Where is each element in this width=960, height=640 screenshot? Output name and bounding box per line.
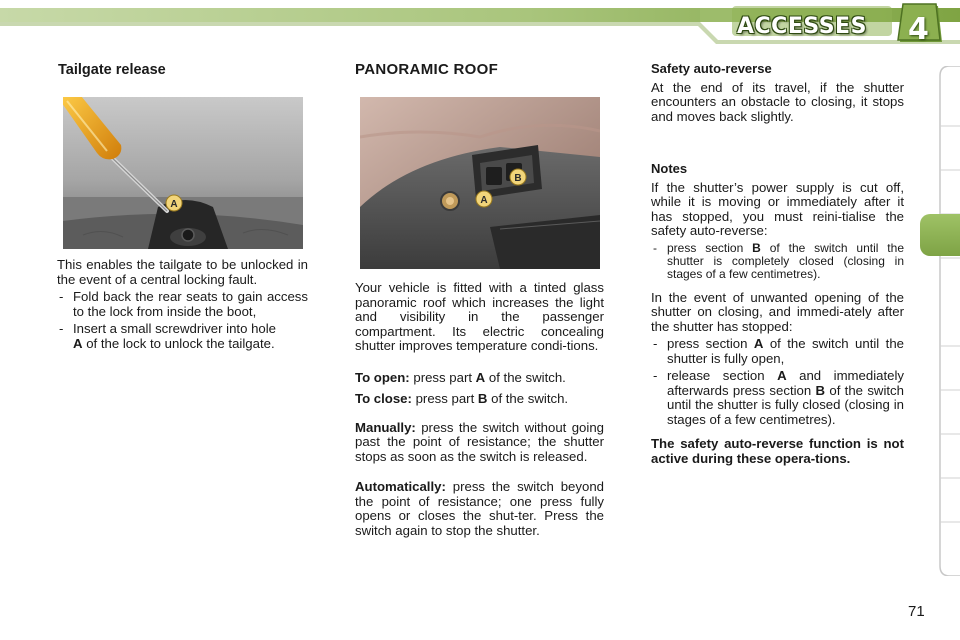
- tailgate-intro: This enables the tailgate to be unlocked in the event of a central locking fault.: [57, 257, 308, 287]
- safety-warning: The safety auto-reverse function is not active during these opera-tions.: [651, 436, 904, 466]
- roof-manual-label: Manually:: [355, 419, 416, 435]
- event-step-2-part-b: B: [815, 382, 826, 398]
- roof-open-end: of the switch.: [488, 369, 566, 385]
- roof-auto-label: Automatically:: [355, 479, 446, 494]
- event-steps: [651, 337, 904, 427]
- roof-close-label: To close:: [355, 391, 412, 406]
- roof-intro: Your vehicle is fitted with a tinted glass panoramic roof which increases the light and visibility in the passenger compartment. Its electric concealing shutter improves temperature condi-tions.: [355, 280, 604, 353]
- roof-title: PANORAMIC ROOF: [355, 61, 499, 78]
- event-step-1-pre: press section: [667, 336, 748, 351]
- roof-text: [355, 281, 604, 549]
- event-step-2-mid: and immediately afterwards press section: [667, 368, 904, 398]
- event-step-2-part-a: A: [777, 368, 787, 383]
- roof-photo-label-b: B: [514, 173, 522, 184]
- roof-auto: [355, 480, 604, 538]
- notes-text: If the shutter’s power supply is cut off, while it is moving or immediately after it has stopped, you must reini-tialise the safety auto-reverse:: [651, 179, 904, 238]
- roof-switch-photo: [360, 97, 600, 269]
- notes-title: Notes: [651, 161, 688, 176]
- chapter-number: 4: [908, 12, 929, 47]
- chapter-tab-active[interactable]: [920, 214, 960, 256]
- tailgate-text: [57, 258, 308, 354]
- notes-step-1-part: B: [752, 240, 761, 255]
- chapter-title: ACCESSES: [737, 14, 867, 39]
- event-step-1-post: of the switch until the shutter is fully open,: [667, 336, 904, 366]
- event-step-2-pre: release section: [667, 368, 765, 383]
- roof-manual-text: press the switch without going past the point of resistance; the shutter stops as soon as the switch is released.: [355, 419, 604, 464]
- tailgate-step-1: - Fold back the rear seats to gain access to the lock from inside the boot,: [57, 290, 308, 319]
- roof-close-line: [355, 392, 604, 407]
- tailgate-photo-label-a: A: [170, 199, 178, 210]
- safety-description: At the end of its travel, if the shutter encounters an obstacle to closing, it stops and moves back slightly.: [651, 79, 904, 124]
- tailgate-photo: [63, 97, 303, 249]
- roof-close-part: B: [477, 391, 488, 406]
- page-number: 71: [908, 603, 925, 620]
- roof-close-text: press part: [415, 391, 475, 406]
- event-step-2-post: of the switch until the shutter is fully closed (closing in stages of a few centimetres).: [667, 382, 904, 427]
- tailgate-step-2-end: of the lock to unlock the tailgate.: [86, 335, 275, 351]
- tailgate-step-2-text: Insert a small screwdriver into hole: [73, 321, 277, 336]
- roof-manual: [355, 421, 604, 465]
- notes-step-1-post: of the switch until the shutter is completely closed (closing in stages of a few centimetres).: [667, 240, 904, 281]
- roof-close-end: of the switch.: [491, 391, 569, 406]
- tailgate-hole-label: A: [73, 335, 83, 351]
- chapter-side-tabs: [926, 66, 960, 576]
- roof-open-line: [355, 371, 604, 386]
- notes-steps: [651, 242, 904, 281]
- tailgate-steps: [57, 290, 308, 351]
- tailgate-title: Tailgate release: [58, 62, 166, 78]
- roof-open-part: A: [475, 369, 486, 385]
- tailgate-step-2: [57, 322, 308, 351]
- event-step-1-part: A: [753, 336, 764, 351]
- notes-step-1: [651, 242, 904, 281]
- roof-open-label: To open:: [355, 369, 410, 385]
- safety-text: [651, 62, 904, 477]
- roof-open-text: press part: [413, 369, 472, 385]
- event-step-2: [651, 369, 904, 427]
- safety-title: Safety auto-reverse: [651, 61, 772, 76]
- event-text: In the event of unwanted opening of the shutter on closing, and immedi-ately after the shutter has stopped:: [651, 289, 904, 334]
- event-step-1: [651, 337, 904, 366]
- roof-photo-label-a: A: [480, 195, 488, 206]
- roof-auto-text: press the switch beyond the point of resistance; one press fully opens or closes the shut-ter. Press the switch again to stop the shutter.: [355, 479, 604, 538]
- notes-step-1-pre: press section: [667, 240, 744, 255]
